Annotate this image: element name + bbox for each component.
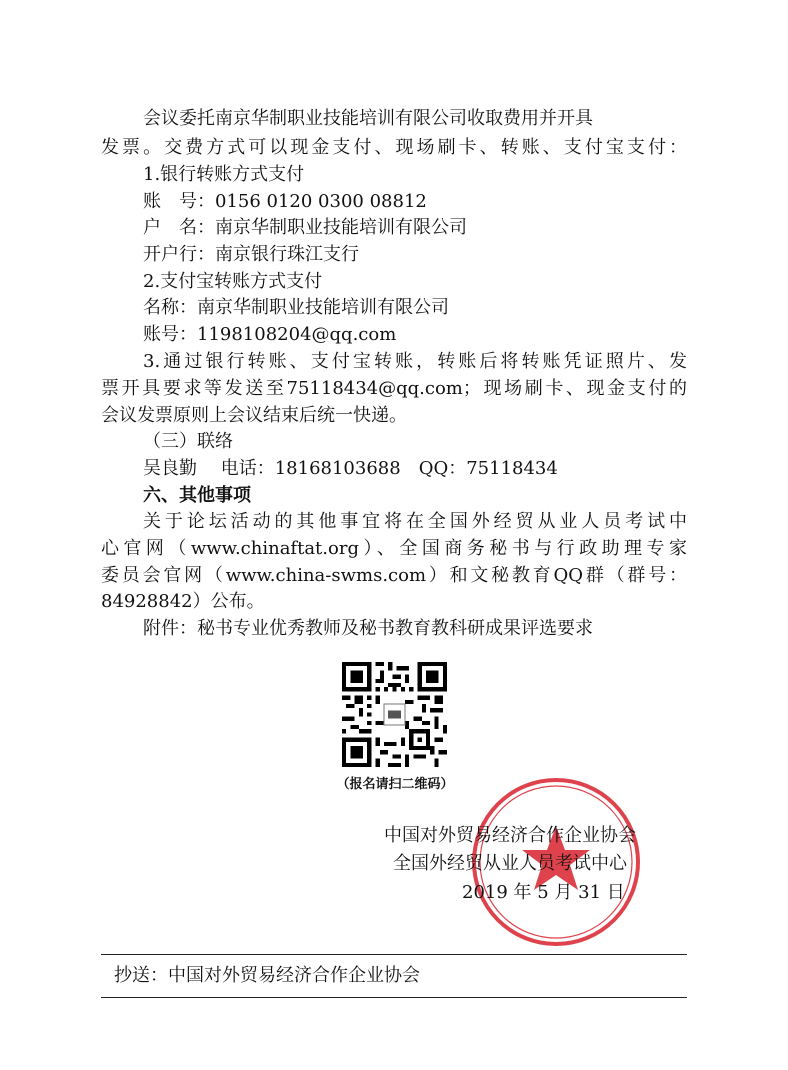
- section-heading: 六、其他事项: [143, 485, 251, 506]
- alipay-title: 2.支付宝转账方式支付: [143, 271, 323, 292]
- bank-account-name: 户 名：南京华制职业技能培训有限公司: [143, 217, 467, 238]
- attachment-line: 附件：秘书专业优秀教师及秘书教育教科研成果评选要求: [143, 618, 593, 639]
- divider: [101, 954, 687, 955]
- paragraph-line: 会议委托南京华制职业技能培训有限公司收取费用并开具: [143, 108, 593, 129]
- alipay-account: 账号：1198108204@qq.com: [143, 324, 397, 345]
- bank-branch: 开户行：南京银行珠江支行: [143, 244, 359, 265]
- paragraph-line: 心官网（www.chinaftat.org）、全国商务秘书与行政助理专家: [101, 538, 687, 559]
- bank-account-number: 账 号：0156 0120 0300 08812: [143, 191, 427, 212]
- qr-caption: （报名请扫二维码）: [336, 777, 454, 792]
- bank-transfer-title: 1.银行转账方式支付: [143, 164, 305, 185]
- issuing-organization: 中国对外贸易经济合作企业协会: [384, 825, 636, 846]
- paragraph-line: 关于论坛活动的其他事宜将在全国外经贸从业人员考试中: [143, 511, 687, 532]
- alipay-name: 名称：南京华制职业技能培训有限公司: [143, 297, 449, 318]
- paragraph-line: 票开具要求等发送至75118434@qq.com；现场刷卡、现金支付的: [101, 378, 687, 399]
- issue-date: 2019 年 5 月 31 日: [462, 882, 625, 903]
- contact-line: 吴良勤 电话：18168103688 QQ：75118434: [143, 458, 558, 479]
- contact-heading: （三）联络: [143, 431, 233, 452]
- paragraph-line: 委员会官网（www.china-swms.com）和文秘教育QQ群（群号：: [101, 565, 687, 586]
- paragraph-line: 84928842）公布。: [101, 591, 265, 612]
- paragraph-line: 发票。交费方式可以现金支付、现场刷卡、转账、支付宝支付：: [101, 137, 687, 158]
- issuing-organization: 全国外经贸从业人员考试中心: [393, 853, 627, 874]
- cc-line: 抄送：中国对外贸易经济合作企业协会: [114, 965, 420, 986]
- paragraph-line: 3.通过银行转账、支付宝转账，转账后将转账凭证照片、发: [143, 351, 687, 372]
- paragraph-line: 会议发票原则上会议结束后统一快递。: [101, 405, 407, 426]
- divider: [101, 997, 687, 998]
- qr-code: [342, 662, 447, 767]
